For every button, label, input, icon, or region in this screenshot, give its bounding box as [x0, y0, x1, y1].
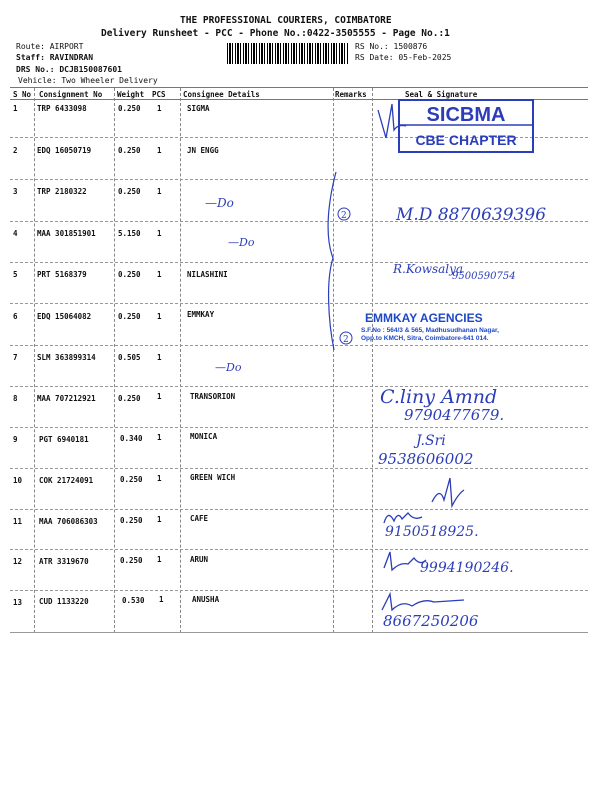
row-weight: 0.250 [120, 516, 143, 525]
row-consignment: MAA 707212921 [37, 394, 96, 403]
row-pcs: 1 [157, 312, 162, 321]
signature-scribble [428, 472, 468, 512]
signature-row3: M.D 8870639396 [396, 205, 547, 225]
row-consignee: MONICA [190, 432, 218, 441]
company-title: THE PROFESSIONAL COURIERS, COIMBATORE [180, 15, 392, 26]
row-pcs: 1 [157, 392, 162, 401]
row-consignee: EMMKAY [187, 310, 215, 319]
emmkay-name: EMMKAY AGENCIES [365, 311, 483, 325]
row-divider [10, 179, 588, 180]
table-bottom-rule [10, 632, 588, 633]
row-consignment: PGT 6940181 [39, 435, 89, 444]
row-divider [10, 509, 588, 510]
row-pcs: 1 [159, 595, 164, 604]
vehicle-label: Vehicle: Two Wheeler Delivery [18, 76, 158, 85]
signature-row13-phone: 8667250206 [383, 612, 479, 630]
col-consignment: Consignment No [39, 90, 103, 99]
row-pcs: 1 [157, 474, 162, 483]
row-weight: 0.250 [118, 312, 141, 321]
row-consignment: ATR 3319670 [39, 557, 89, 566]
sicbma-stamp [396, 97, 536, 155]
row-sno: 11 [13, 517, 23, 526]
row-weight: 0.250 [118, 187, 141, 196]
row-sno: 10 [13, 476, 23, 485]
row-sno: 1 [13, 104, 18, 113]
signature-row8-phone: 9790477679. [404, 406, 505, 424]
row-sno: 12 [13, 557, 23, 566]
row-pcs: 1 [157, 187, 162, 196]
col-divider [180, 88, 181, 633]
row-sno: 9 [13, 435, 18, 444]
emmkay-address1: S.F.No : 564/3 & 565, Madhusudhanan Nagar, [361, 327, 499, 334]
row-pcs: 1 [157, 353, 162, 362]
row-pcs: 1 [157, 229, 162, 238]
row-sno: 13 [13, 598, 23, 607]
rs-number: RS No.: 1500876 [355, 42, 428, 51]
row-consignee: SIGMA [187, 104, 210, 113]
row-consignee: JN ENGG [187, 146, 219, 155]
row-divider [10, 303, 588, 304]
row-weight: 0.505 [118, 353, 141, 362]
sicbma-line1: SICBMA [426, 104, 506, 126]
emmkay-address2: Opp.to KMCH, Sitra, Coimbatore-641 014. [361, 335, 489, 342]
row-weight: 5.150 [118, 229, 141, 238]
row-consignment: EDQ 16050719 [37, 146, 92, 155]
row-divider [10, 590, 588, 591]
col-divider [114, 88, 115, 633]
col-sno: S No [13, 90, 32, 99]
row-consignee: TRANSORION [190, 392, 236, 401]
signature-row9-phone: 9538606002 [378, 450, 474, 468]
row-weight: 0.250 [120, 475, 143, 484]
row-consignment: PRT 5168379 [37, 270, 87, 279]
row-divider [10, 427, 588, 428]
rs-date: RS Date: 05-Feb-2025 [355, 53, 452, 62]
col-pcs: PCS [152, 90, 166, 99]
row-weight: 0.340 [120, 434, 143, 443]
row-weight: 0.250 [118, 146, 141, 155]
signature-row8-name: C.liny Amnd [380, 386, 498, 408]
sicbma-line2: CBE CHAPTER [415, 132, 517, 148]
col-weight: Weight [117, 90, 145, 99]
row-consignee: ARUN [190, 555, 209, 564]
signature-row5-name: R.Kowsalya [393, 262, 464, 276]
row-divider [10, 386, 588, 387]
runsheet-subtitle: Delivery Runsheet - PCC - Phone No.:0422-3505555 - Page No.:1 [101, 28, 450, 39]
row-weight: 0.250 [120, 556, 143, 565]
signature-scribble [372, 100, 412, 150]
row-consignment: COK 21724091 [39, 476, 94, 485]
barcode [227, 43, 349, 64]
col-divider [34, 88, 35, 633]
signature-row9-name: J.Sri [416, 433, 446, 449]
row-consignment: SLM 363899314 [37, 353, 96, 362]
ditto-mark: —Do [205, 196, 234, 210]
row-consignee: ANUSHA [192, 595, 220, 604]
row-divider [10, 468, 588, 469]
emmkay-stamp [356, 311, 546, 342]
row-sno: 2 [13, 146, 18, 155]
row-consignee: CAFE [190, 514, 209, 523]
row-sno: 5 [13, 270, 18, 279]
ditto-mark: —Do [215, 361, 242, 374]
row-pcs: 1 [157, 104, 162, 113]
row-consignment: MAA 706086303 [39, 517, 98, 526]
row-pcs: 1 [157, 515, 162, 524]
ditto-mark: —Do [228, 236, 255, 249]
row-divider [10, 262, 588, 263]
col-divider [372, 88, 373, 633]
row-pcs: 1 [157, 433, 162, 442]
row-consignee: GREEN WICH [190, 473, 236, 482]
row-sno: 8 [13, 394, 18, 403]
row-weight: 0.250 [118, 394, 141, 403]
row-consignment: TRP 2180322 [37, 187, 87, 196]
row-sno: 6 [13, 312, 18, 321]
row-sno: 7 [13, 353, 18, 362]
row-pcs: 1 [157, 270, 162, 279]
row-consignment: TRP 6433098 [37, 104, 87, 113]
signature-row5-phone: 9500590754 [452, 271, 516, 282]
row-consignment: CUD 1133220 [39, 597, 89, 606]
row-consignment: EDQ 15064082 [37, 312, 92, 321]
remark-circle-mark: 2 [341, 211, 347, 221]
table-top-rule [10, 87, 588, 88]
row-pcs: 1 [157, 555, 162, 564]
staff-label: Staff: RAVINDRAN [16, 53, 94, 62]
drs-number: DRS No.: DCJB150087601 [16, 65, 122, 74]
row-weight: 0.250 [118, 104, 141, 113]
col-consignee: Consignee Details [183, 90, 260, 99]
row-consignment: MAA 301851901 [37, 229, 96, 238]
remark-brace [324, 170, 359, 355]
route-label: Route: AIRPORT [16, 42, 84, 51]
remark-circle-mark: 2 [343, 335, 349, 345]
row-weight: 0.250 [118, 270, 141, 279]
row-divider [10, 345, 588, 346]
row-sno: 3 [13, 187, 18, 196]
row-consignee: NILASHINI [187, 270, 228, 279]
signature-row12-phone: 9994190246. [420, 560, 514, 576]
signature-row11-phone: 9150518925. [385, 524, 479, 540]
col-remarks: Remarks [335, 90, 367, 99]
row-sno: 4 [13, 229, 18, 238]
row-divider [10, 549, 588, 550]
col-seal-signature: Seal & Signature [405, 90, 478, 99]
row-weight: 0.530 [122, 596, 145, 605]
row-pcs: 1 [157, 146, 162, 155]
